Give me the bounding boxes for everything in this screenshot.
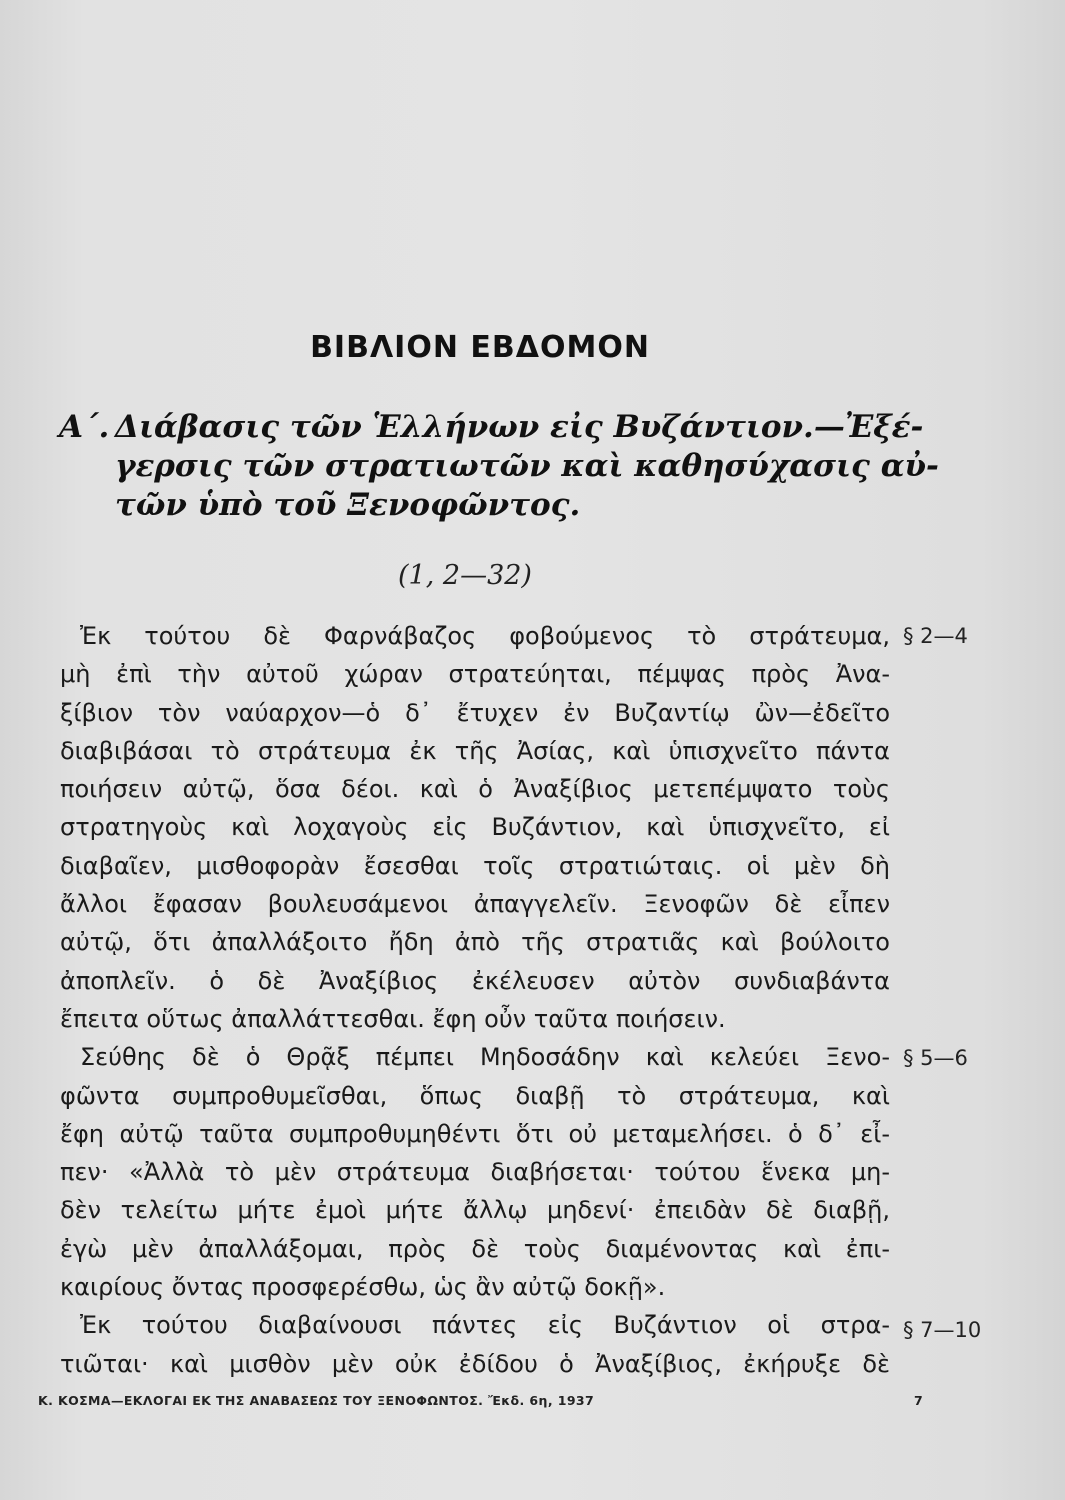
footer-imprint: Κ. ΚΟΣΜΑ—ΕΚΛΟΓΑΙ ΕΚ ΤΗΣ ΑΝΑΒΑΣΕΩΣ ΤΟΥ ΞΕΝΟΦΩΝΤΟΣ. Ἔκδ. 6η, 1937	[38, 1393, 595, 1408]
text-line: στρατηγοὺς καὶ λοχαγοὺς εἰς Βυζάντιον, καὶ ὑπισχνεῖτο, εἰ	[60, 813, 890, 842]
text-line: Σεύθης δὲ ὁ Θρᾷξ πέμπει Μηδοσάδην καὶ κελεύει Ξενο-	[80, 1043, 890, 1072]
chapter-heading-line: γερσις τῶν στρατιωτῶν καὶ καθησύχασις αὐ-	[115, 448, 939, 484]
chapter-number: Α΄.	[59, 409, 110, 445]
text-line: ἔφη αὐτῷ ταῦτα συμπροθυμηθέντι ὅτι οὐ μεταμελήσει. ὁ δ᾽ εἶ-	[60, 1119, 890, 1148]
book-title: ΒΙΒΛΙΟΝ ΕΒΔΟΜΟΝ	[310, 330, 650, 365]
text-line: Ἐκ τούτου δὲ Φαρνάβαζος φοβούμενος τὸ στράτευμα,	[80, 622, 890, 650]
margin-note: § 2—4	[903, 624, 968, 648]
text-line: αὐτῷ, ὅτι ἀπαλλάξοιτο ἤδη ἀπὸ τῆς στρατιᾶς καὶ βούλοιτο	[60, 928, 890, 957]
text-line: ἔπειτα οὕτως ἀπαλλάττεσθαι. ἔφη οὖν ταῦτα ποιήσειν.	[60, 1004, 726, 1033]
text-line: ἀποπλεῖν. ὁ δὲ Ἀναξίβιος ἐκέλευσεν αὐτὸν συνδιαβάντα	[60, 966, 890, 995]
margin-note: § 7—10	[903, 1318, 982, 1342]
body-text	[60, 617, 890, 1383]
text-line: ξίβιον τὸν ναύαρχον—ὁ δ᾽ ἔτυχεν ἐν Βυζαντίῳ ὢν—ἐδεῖτο	[60, 698, 890, 727]
text-line: διαβιβάσαι τὸ στράτευμα ἐκ τῆς Ἀσίας, καὶ ὑπισχνεῖτο πάντα	[60, 736, 890, 765]
text-line: ἄλλοι ἔφασαν βουλευσάμενοι ἀπαγγελεῖν. Ξενοφῶν δὲ εἶπεν	[60, 890, 890, 919]
text-line: ἐγὼ μὲν ἀπαλλάξομαι, πρὸς δὲ τοὺς διαμένοντας καὶ ἐπι-	[60, 1234, 890, 1263]
section-reference: (1, 2—32)	[398, 560, 532, 591]
text-line: τιῶται· καὶ μισθὸν μὲν οὐκ ἐδίδου ὁ Ἀναξίβιος, ἐκήρυξε δὲ	[60, 1349, 890, 1378]
text-line: ποιήσειν αὐτῷ, ὅσα δέοι. καὶ ὁ Ἀναξίβιος μετεπέμψατο τοὺς	[60, 775, 890, 804]
margin-note: § 5—6	[903, 1046, 968, 1070]
text-line: διαβαῖεν, μισθοφορὰν ἔσεσθαι τοῖς στρατιώταις. οἱ μὲν δὴ	[60, 851, 890, 880]
chapter-heading-line: τῶν ὑπὸ τοῦ Ξενοφῶντος.	[115, 487, 581, 523]
text-line: φῶντα συμπροθυμεῖσθαι, ὅπως διαβῇ τὸ στράτευμα, καὶ	[60, 1081, 890, 1110]
text-line: καιρίους ὄντας προσφερέσθω, ὡς ἂν αὐτῷ δοκῇ».	[60, 1273, 666, 1302]
text-line: μὴ ἐπὶ τὴν αὐτοῦ χώραν στρατεύηται, πέμψας πρὸς Ἀνα-	[60, 660, 890, 689]
chapter-heading-line: Διάβασις τῶν Ἑλλήνων εἰς Βυζάντιον.—Ἐξέ-	[115, 409, 924, 445]
text-line: Ἐκ τούτου διαβαίνουσι πάντες εἰς Βυζάντιον οἱ στρα-	[80, 1311, 890, 1340]
chapter-heading	[59, 408, 939, 525]
text-line: πεν· «Ἀλλὰ τὸ μὲν στράτευμα διαβήσεται· τούτου ἕνεκα μη-	[60, 1158, 890, 1187]
signature-mark: 7	[914, 1393, 923, 1408]
text-line: δὲν τελείτω μήτε ἐμοὶ μήτε ἄλλῳ μηδενί· ἐπειδὰν δὲ διαβῇ,	[60, 1196, 890, 1225]
